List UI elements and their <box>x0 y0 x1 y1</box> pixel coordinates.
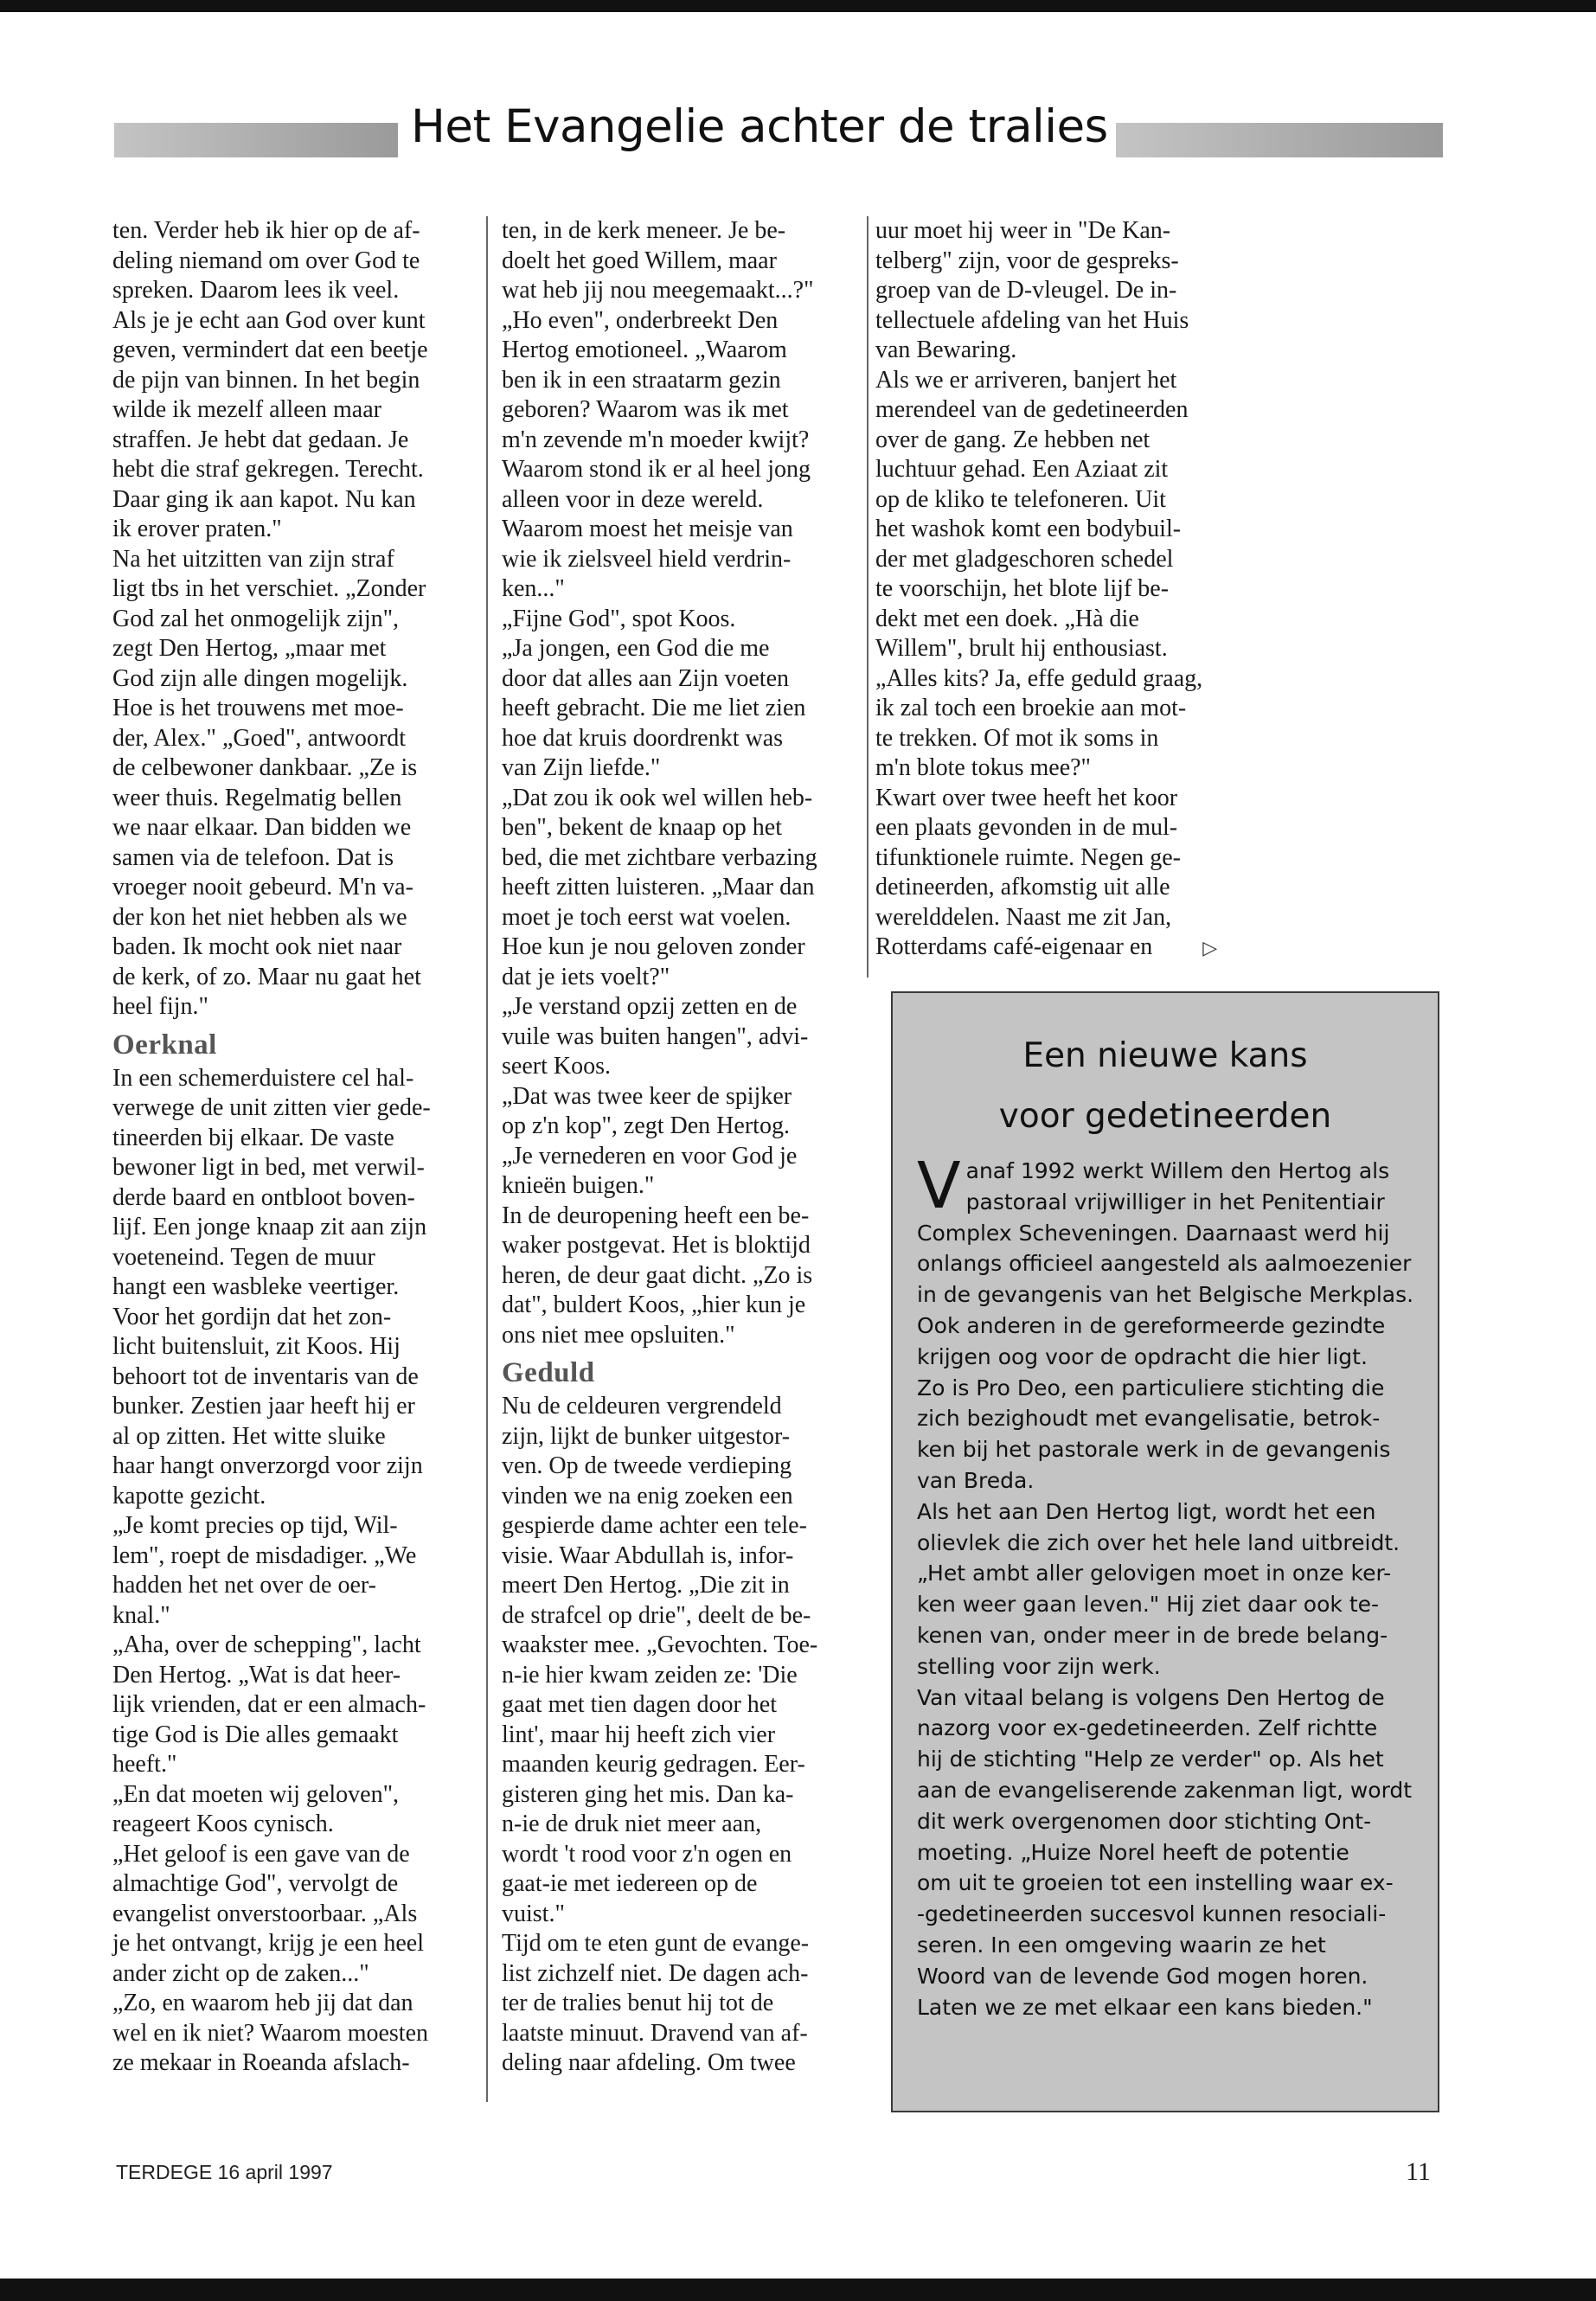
paragraph: uur moet hij weer in "De Kan- telberg" zijn, voor de gespreks- groep van de D-vleugel. De in- tellectuele afdeling van het Huis van Bewaring. <box>875 217 1189 363</box>
paragraph: „Zo, en waarom heb jij dat dan wel en ik niet? Waarom moesten ze mekaar in Roeanda afslach- <box>112 1990 428 2076</box>
paragraph: Nu de celdeuren vergrendeld zijn, lijkt de bunker uitgestor- ven. Op de tweede verdieping vinden we na enig zoeken een gespierde dame achter een tele- visie. Waar Abdullah is, infor- meert Den Hertog. „Die zit in de strafcel op drie", deelt de be- waakster mee. „Gevochten. Toe- n-ie hier kwam zeiden ze: 'Die gaat met tien dagen door het lint', maar hij heeft zich vier maanden keurig gedragen. Eer- gisteren ging het mis. Dan ka- n-ie de druk niet meer aan, wordt 't rood voor z'n ogen en gaat-ie met iedereen op de vuist." <box>502 1393 818 1927</box>
paragraph-text: Kwart over twee heeft het koor een plaats gevonden in de mul- tifunktionele ruimte. Negen ge- detineerden, afkomstig uit alle werelddelen. Naast me zit Jan, Rotterdams café-eigenaar en <box>875 784 1181 960</box>
paragraph <box>875 784 1256 964</box>
bottom-black-border <box>0 2279 1596 2301</box>
paragraph: Tijd om te eten gunt de evange- list zichzelf niet. De dagen ach- ter de tralies benut hij tot de laatste minuut. Dravend van af- deling naar afdeling. Om twee <box>502 1930 810 2076</box>
paragraph: „Je verstand opzij zetten en de vuile was buiten hangen", advi- seert Koos. <box>502 993 809 1080</box>
drop-cap: V <box>917 1149 961 1223</box>
article-column-2 <box>502 216 861 2079</box>
article-column-3 <box>875 216 1256 964</box>
continue-arrow-icon: ▷ <box>1202 937 1218 958</box>
paragraph: ten. Verder heb ik hier op de af- deling niemand om over God te spreken. Daarom lees ik veel. Als je je echt aan God over kunt geven, vermindert dat een beetje de pijn van binnen. In het begin wilde ik mezelf alleen maar straffen. Je hebt dat gedaan. Je hebt die straf gekregen. Terecht. Daar ging ik aan kapot. Nu kan ik erover praten." <box>112 217 428 542</box>
paragraph: „Het geloof is een gave van de almachtige God", vervolgt de evangelist onverstoorbaar. „Als je het ontvangt, krijg je een heel ander zicht op de zaken..." <box>112 1840 424 1987</box>
column-rule-1 <box>486 216 488 2102</box>
running-title: Het Evangelie achter de tralies <box>411 100 1108 153</box>
paragraph: In de deuropening heeft een be- waker postgevat. Het is bloktijd heren, de deur gaat dicht. „Zo is dat", buldert Koos, „hier kun je ons niet mee opsluiten." <box>502 1202 813 1349</box>
header-gray-bar-right <box>1116 123 1443 157</box>
paragraph: „Ja jongen, een God die me door dat alles aan Zijn voeten heeft gebracht. Die me liet zien hoe dat kruis doordrenkt was van Zijn liefde." <box>502 635 806 781</box>
paragraph: „Je komt precies op tijd, Wil- lem", roept de misdadiger. „We hadden het net over de oer- knal." <box>112 1512 417 1629</box>
paragraph: ten, in de kerk meneer. Je be- doelt het goed Willem, maar wat heb jij nou meegemaakt...?" „Ho even", onderbreekt Den Hertog emotioneel. „Waarom ben ik in een straatarm gezin geboren? Waarom was ik met m'n zevende m'n moeder kwijt? Waarom stond ik er al heel jong alleen voor in deze wereld. Waarom moest het meisje van wie ik zielsveel hield verdrin- ken..." <box>502 217 814 602</box>
paragraph: In een schemerduistere cel hal- verwege de unit zitten vier gede- tineerden bij elkaar. De vaste bewoner ligt in bed, met verwil- derde baard en ontbloot boven- lijf. Een jonge knaap zit aan zijn voeteneind. Tegen de muur hangt een wasbleke veertiger. Voor het gordijn dat het zon- licht buitensluit, zit Koos. Hij behoort tot de inventaris van de bunker. Zestien jaar heeft hij er al op zitten. Het witte sluike haar hangt onverzorgd voor zijn kapotte gezicht. <box>112 1064 431 1509</box>
footer-publication: TERDEGE 16 april 1997 <box>116 2161 333 2183</box>
paragraph: „Dat was twee keer de spijker op z'n kop", zegt Den Hertog. „Je vernederen en voor God je knieën buigen." <box>502 1082 798 1199</box>
header-gray-bar-left <box>114 123 398 157</box>
sidebar-box-title: Een nieuwe kans voor gedetineerden <box>998 1036 1332 1136</box>
article-column-1 <box>112 216 476 2079</box>
column-rule-2 <box>867 216 869 977</box>
paragraph: Als we er arriveren, banjert het merendeel van de gedetineerden over de gang. Ze hebben net luchtuur gehad. Een Aziaat zit op de kliko te telefoneren. Uit het washok komt een bodybuil- der met gladgeschoren schedel te voorschijn, het blote lijf be- dekt met een doek. „Hà die Willem", brult hij enthousiast. „Alles kits? Ja, effe geduld graag, ik zal toch een broekie aan mot- te trekken. Of mot ik soms in m'n blote tokus mee?" <box>875 366 1203 781</box>
paragraph: „Fijne God", spot Koos. <box>502 605 736 632</box>
paragraph: „Dat zou ik ook wel willen heb- ben", bekent de knaap op het bed, die met zichtbare verbazing heeft zitten luisteren. „Maar dan moet je toch eerst wat voelen. Hoe kun je nou geloven zonder dat je iets voelt?" <box>502 784 817 990</box>
sidebar-box-body <box>917 1149 1427 2022</box>
page-number: 11 <box>1406 2157 1431 2186</box>
paragraph-text: anaf 1992 werkt Willem den Hertog als pastoraal vrijwilliger in het Penitentiair Complex Scheveningen. Daarnaast werd hij onlangs officieel aangesteld als aalmoezenier in de gevangenis van het Belgische Merkplas. Ook anderen in de gereformeerde gezindte krijgen oog voor de opdracht die hier ligt. Zo is Pro Deo, een particuliere stichting die zich bezighoudt met evangelisatie, betrok- ken bij het pastorale werk in de gevangenis van Breda. <box>917 1158 1414 1493</box>
paragraph: „En dat moeten wij geloven", reageert Koos cynisch. <box>112 1780 399 1837</box>
paragraph <box>917 1149 1427 1497</box>
paragraph: Na het uitzitten van zijn straf ligt tbs in het verschiet. „Zonder God zal het onmogelijk zijn", zegt Den Hertog, „maar met God zijn alle dingen mogelijk. Hoe is het trouwens met moe- der, Alex." „Goed", antwoordt de celbewoner dankbaar. „Ze is weer thuis. Regelmatig bellen we naar elkaar. Dan bidden we samen via de telefoon. Dat is vroeger nooit gebeurd. M'n va- der kon het niet hebben als we baden. Ik mocht ook niet naar de kerk, of zo. Maar nu gaat het heel fijn." <box>112 545 426 1020</box>
paragraph: „Aha, over de schepping", lacht Den Hertog. „Wat is dat heer- lijk vrienden, dat er een almach- tige God is Die alles gemaakt heeft." <box>112 1631 426 1778</box>
section-heading-oerknal: Oerknal <box>112 1029 217 1061</box>
section-heading-geduld: Geduld <box>502 1357 595 1388</box>
paragraph: Als het aan Den Hertog ligt, wordt het een olievlek die zich over het hele land uitbreidt. „Het ambt aller gelovigen moet in onze ker- ken weer gaan leven." Hij ziet daar ook te- kenen van, onder meer in de brede belang- stelling voor zijn werk. <box>917 1498 1401 1679</box>
paragraph: Van vitaal belang is volgens Den Hertog de nazorg voor ex-gedetineerden. Zelf richtte hij de stichting "Help ze verder" op. Als het aan de evangeliserende zakenman ligt, wordt dit werk overgenomen door stichting Ont- moeting. „Huize Norel heeft de potentie om uit te groeien tot een instelling waar ex- -gedetineerden succesvol kunnen resociali- seren. In een omgeving waarin ze het Woord van de levende God mogen horen. Laten we ze met elkaar een kans bieden." <box>917 1684 1413 2020</box>
top-black-border <box>0 0 1596 12</box>
sidebar-box <box>891 991 1439 2112</box>
